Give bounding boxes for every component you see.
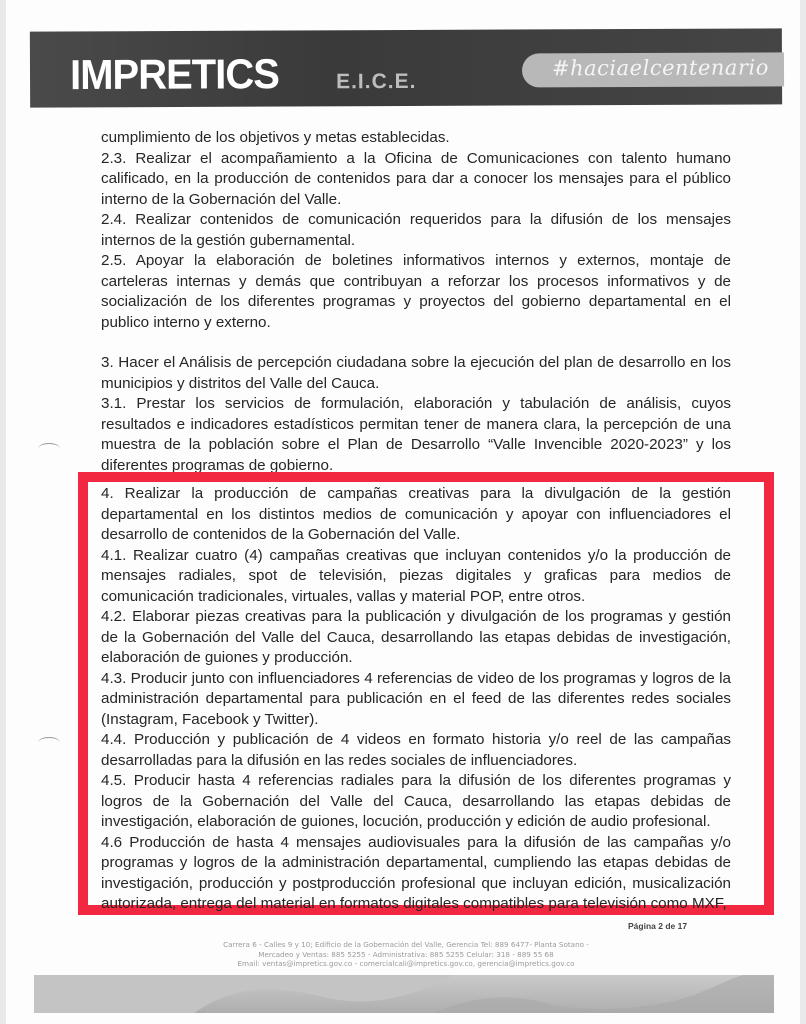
paragraph: 3. Hacer el Análisis de percepción ciudadana sobre la ejecución del plan de desarrollo en los municipios y distritos del Valle del Cauca. bbox=[101, 354, 731, 392]
paragraph: 2.5. Apoyar la elaboración de boletines informativos internos y externos, montaje de carteleras internas y demás que contribuyan a reforzar los procesos informativos y de socialización de los diferentes programas y proyectos del gobierno departamental en el publico interno y externo. bbox=[101, 252, 731, 331]
paragraph: 2.4. Realizar contenidos de comunicación requeridos para la difusión de los mensajes internos de la gestión gubernamental. bbox=[101, 211, 731, 249]
letterhead-banner bbox=[30, 28, 782, 107]
paragraph: 4.2. Elaborar piezas creativas para la publicación y divulgación de los programas y gestión de la Gobernación del Valle del Cauca, desarrollando las etapas debidas de investigación, elaboración de guiones y producción. bbox=[101, 608, 731, 666]
footer-address bbox=[166, 940, 646, 969]
wave-decoration bbox=[34, 975, 774, 1013]
paragraph: 4.4. Producción y publicación de 4 videos en formato historia y/o reel de las campañas desarrolladas para la difusión en las redes sociales de influenciadores. bbox=[101, 731, 731, 769]
document-page bbox=[6, 0, 800, 1024]
paragraph: 4. Realizar la producción de campañas creativas para la divulgación de la gestión departamental en los distintos medios de comunicación y apoyar con influenciadores el desarrollo de contenidos de la Gobernación del Valle. bbox=[101, 485, 731, 543]
paragraph: 4.5. Producir hasta 4 referencias radiales para la difusión de los diferentes programas y logros de la Gobernación del Valle del Cauca, desarrollando las etapas debidas de investigación, elaboración de guiones, locución, producción y edición de audio profesional. bbox=[101, 772, 731, 830]
paragraph: 2.3. Realizar el acompañamiento a la Oficina de Comunicaciones con talento humano calificado, en la producción de contenidos para dar a conocer los mensajes para el público interno de la Gobernación del Valle. bbox=[101, 149, 731, 208]
paragraph: 3.1. Prestar los servicios de formulación, elaboración y tabulación de análisis, cuyos resultados e indicadores estadísticos permitan tener de manera clara, la percepción de una muestra de la población sobre el Plan de Desarrollo “Valle Invencible 2020-2023” y los diferentes programas de gobierno. bbox=[101, 395, 731, 474]
hashtag-pill bbox=[522, 52, 784, 87]
punch-hole-mark bbox=[38, 737, 60, 748]
body-section-2 bbox=[101, 128, 731, 476]
punch-hole-mark bbox=[38, 443, 60, 454]
page-number: Página 2 de 17 bbox=[628, 921, 688, 931]
paragraph: 4.1. Realizar cuatro (4) campañas creativas que incluyan contenidos y/o la producción de mensajes radiales, spot de televisión, piezas digitales y graficas para medios de comunicación tradicionales, virtuales, vallas y material POP, entre otros. bbox=[101, 546, 731, 605]
paragraph: cumplimiento de los objetivos y metas establecidas. bbox=[101, 129, 450, 146]
paragraph: 4.6 Producción de hasta 4 mensajes audiovisuales para la difusión de las campañas y/o programas y logros de la administración departamental, cumpliendo las etapas debidas de investigación, producción y postproducción profesional que incluyan edición, musicalización autorizada, entrega del material en formatos digitales compatibles para televisión como MXF, bbox=[101, 833, 731, 912]
footer-line: Email: ventas@impretics.gov.co - comercialcali@impretics.gov.co, gerencia@impretics.gov.co bbox=[237, 959, 575, 968]
footer-line: Carrera 6 - Calles 9 y 10; Edificio de la Gobernación del Valle, Gerencia Tel: 889 6477- Planta Sotano - bbox=[223, 940, 589, 949]
footer-line: Mercadeo y Ventas: 885 5255 - Administrativa: 885 5255 Celular: 318 - 889 55 68 bbox=[258, 949, 554, 959]
body-section-4 bbox=[101, 484, 731, 915]
hashtag-text: #haciaelcentenario bbox=[551, 55, 769, 81]
paragraph: 4.3. Producir junto con influenciadores 4 referencias de video de los programas y logros de la administración departamental para publicación en el feed de las diferentes redes sociales (Instagram, Facebook y Twitter). bbox=[101, 669, 731, 728]
footer-wave-banner bbox=[34, 975, 774, 1013]
company-logo-suffix: E.I.C.E. bbox=[336, 69, 417, 94]
company-logo: IMPRETICS bbox=[69, 51, 279, 99]
